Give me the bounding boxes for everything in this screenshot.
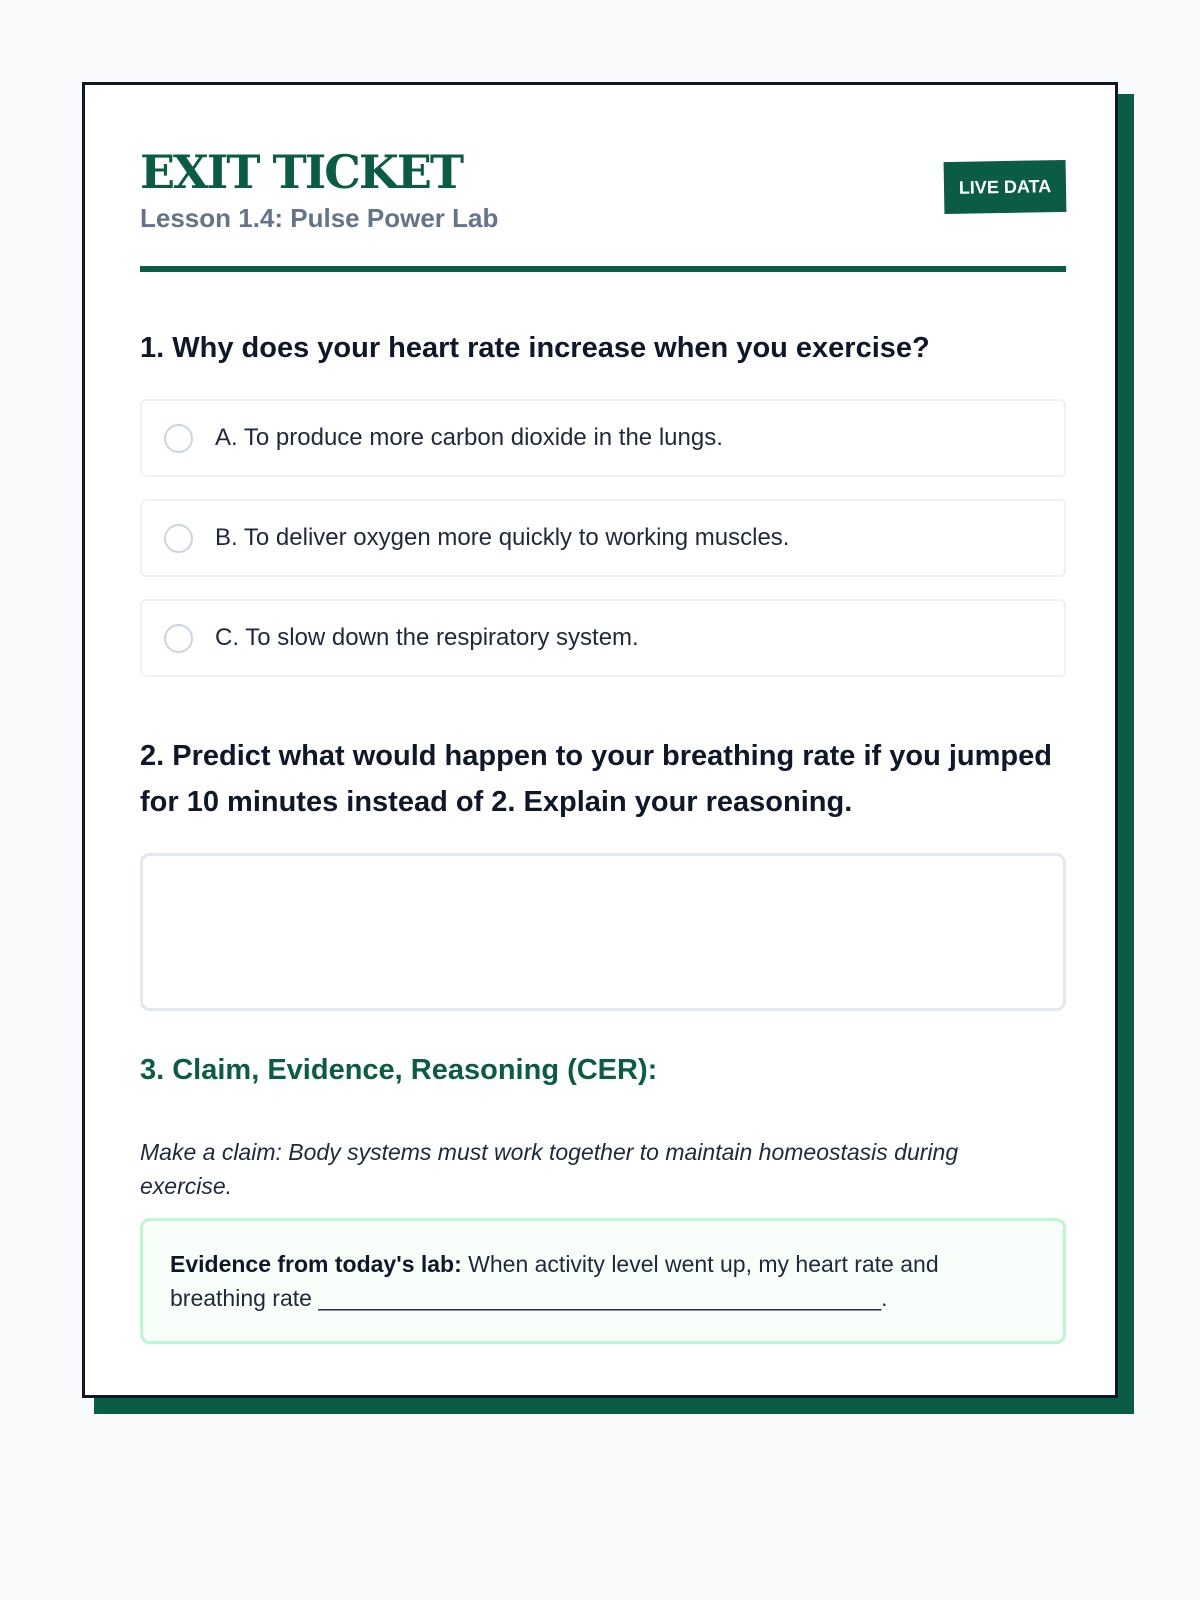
ticket-header — [140, 147, 1066, 272]
page-title: EXIT TICKET — [140, 145, 463, 199]
question-2-answer-field[interactable] — [140, 853, 1066, 1011]
question-1-option-a[interactable] — [140, 399, 1066, 477]
cer-claim-text: Make a claim: Body systems must work together to maintain homeostasis during exercise. — [140, 1139, 959, 1199]
question-1-prompt: 1. Why does your heart rate increase when you exercise? — [140, 332, 930, 364]
question-3-prompt: 3. Claim, Evidence, Reasoning (CER): — [140, 1054, 658, 1086]
question-2-prompt: 2. Predict what would happen to your breathing rate if you jumped for 10 minutes instead of 2. Explain your reasoning. — [140, 740, 1052, 818]
evidence-fill-in-text: When activity level went up, my heart rate and breathing rate ____________________________________________. — [170, 1251, 939, 1311]
live-data-badge: LIVE DATA — [944, 160, 1067, 214]
radio-button-icon[interactable] — [164, 424, 193, 453]
lesson-subtitle: Lesson 1.4: Pulse Power Lab — [140, 203, 499, 233]
radio-button-icon[interactable] — [164, 624, 193, 653]
option-label: A. To produce more carbon dioxide in the lungs. — [215, 424, 723, 451]
option-label: B. To deliver oxygen more quickly to working muscles. — [215, 524, 790, 551]
cer-evidence-box — [140, 1218, 1066, 1344]
question-1-option-c[interactable] — [140, 599, 1066, 677]
question-1-option-b[interactable] — [140, 499, 1066, 577]
exit-ticket-card — [82, 82, 1118, 1398]
evidence-label: Evidence from today's lab: — [170, 1251, 462, 1277]
radio-button-icon[interactable] — [164, 524, 193, 553]
option-label: C. To slow down the respiratory system. — [215, 624, 639, 651]
